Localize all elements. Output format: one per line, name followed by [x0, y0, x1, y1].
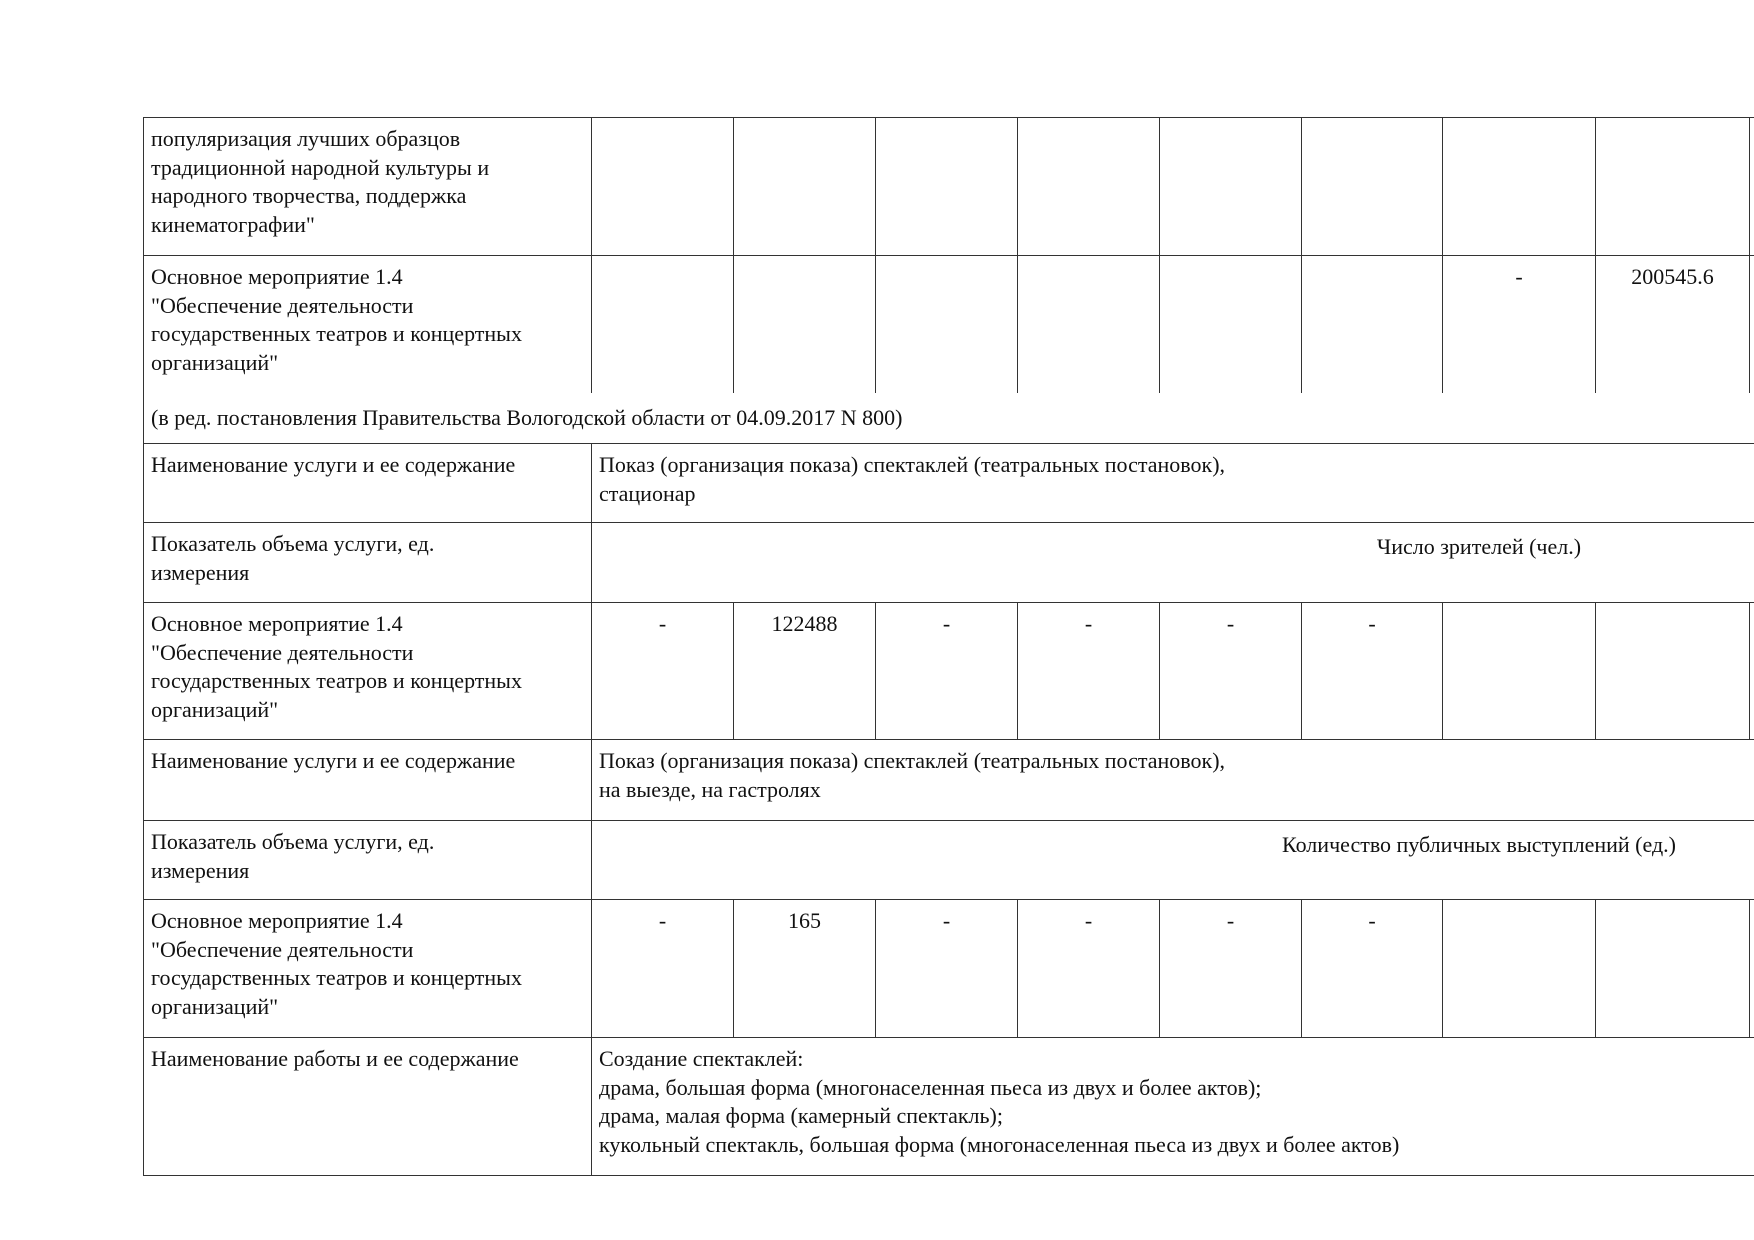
value-cell	[1443, 118, 1596, 256]
row-label-cell: Наименование услуги и ее содержание	[143, 444, 592, 523]
value-cell: -	[1443, 256, 1596, 393]
table-row	[143, 739, 1754, 821]
table-row	[143, 602, 1754, 740]
row-label-cell: популяризация лучших образцов традиционной народной культуры и народного творчества, поддержка кинематографии"	[143, 118, 592, 256]
row-label-cell: Показатель объема услуги, ед. измерения	[143, 523, 592, 603]
value-cell	[734, 256, 876, 393]
service-description-cell: Показ (организация показа) спектаклей (театральных постановок), стационар	[599, 452, 1226, 506]
row-label-cell: Наименование услуги и ее содержание	[143, 740, 592, 821]
value-cell: -	[876, 603, 1018, 740]
row-label-cell: Основное мероприятие 1.4 "Обеспечение деятельности государственных театров и концертных организаций"	[143, 256, 592, 393]
value-cell	[734, 118, 876, 256]
note-row	[143, 392, 1754, 443]
indicator-value-cell	[592, 523, 1750, 603]
value-cell	[1160, 118, 1302, 256]
service-description-cell: Создание спектаклей: драма, большая форма (многонаселенная пьеса из двух и более актов); драма, малая форма (камерный спектакль); кукольный спектакль, большая форма (многонаселенная пьеса из двух и более актов)	[599, 1046, 1400, 1157]
value-cell	[1443, 603, 1596, 740]
value-cell	[1160, 256, 1302, 393]
row-label-cell: Наименование работы и ее содержание	[143, 1038, 592, 1175]
value-cell	[592, 118, 734, 256]
indicator-value-cell	[592, 821, 1750, 900]
value-cell: -	[1160, 603, 1302, 740]
service-description-cell: Показ (организация показа) спектаклей (театральных постановок), на выезде, на гастролях	[599, 748, 1226, 802]
value-cell	[1596, 900, 1750, 1038]
value-cell: 122488	[734, 603, 876, 740]
value-cell	[1596, 603, 1750, 740]
value-cell: -	[1018, 900, 1160, 1038]
value-cell	[1302, 256, 1443, 393]
value-cell	[876, 256, 1018, 393]
value-cell	[876, 118, 1018, 256]
value-cell: -	[1302, 603, 1443, 740]
amendment-note: (в ред. постановления Правительства Вологодской области от 04.09.2017 N 800)	[143, 392, 1754, 443]
indicator-value-text: Количество публичных выступлений (ед.)	[1282, 832, 1676, 857]
value-cell	[1596, 118, 1750, 256]
table-row	[143, 522, 1754, 603]
value-cell: -	[1018, 603, 1160, 740]
value-cell	[1302, 118, 1443, 256]
value-cell	[592, 256, 734, 393]
value-cell	[1018, 256, 1160, 393]
value-cell: -	[592, 603, 734, 740]
value-cell: -	[1302, 900, 1443, 1038]
indicator-value-text: Число зрителей (чел.)	[1376, 534, 1582, 559]
value-cell	[1443, 900, 1596, 1038]
table-row	[143, 1037, 1754, 1176]
value-cell: -	[1160, 900, 1302, 1038]
value-cell: -	[592, 900, 734, 1038]
table-row	[143, 117, 1754, 256]
value-cell: 165	[734, 900, 876, 1038]
row-label-cell: Основное мероприятие 1.4 "Обеспечение деятельности государственных театров и концертных организаций"	[143, 603, 592, 740]
value-cell	[1018, 118, 1160, 256]
row-label-cell: Основное мероприятие 1.4 "Обеспечение деятельности государственных театров и концертных организаций"	[143, 900, 592, 1038]
row-label-cell: Показатель объема услуги, ед. измерения	[143, 821, 592, 900]
table-row	[143, 899, 1754, 1038]
table-row	[143, 255, 1754, 393]
value-cell: -	[876, 900, 1018, 1038]
value-cell: 200545.6	[1596, 256, 1750, 393]
program-table	[143, 117, 1754, 1177]
table-row	[143, 443, 1754, 523]
table-row	[143, 820, 1754, 900]
